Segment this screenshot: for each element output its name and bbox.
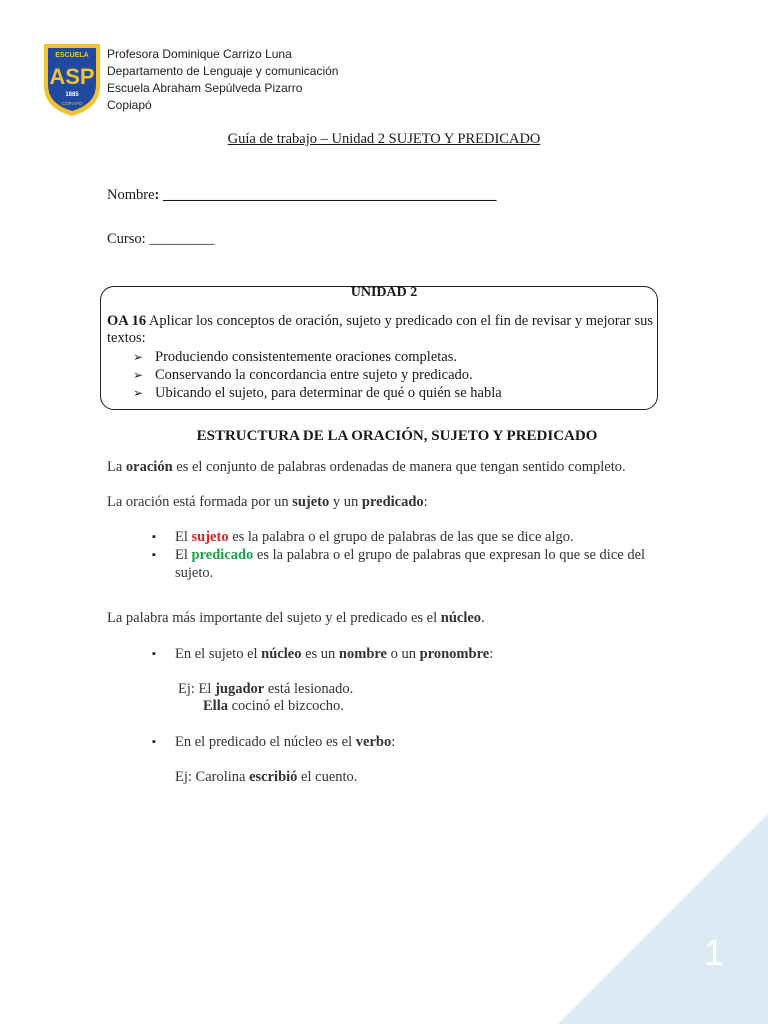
unit-title: UNIDAD 2 xyxy=(350,285,418,300)
list-item: ➢ Produciendo consistentemente oraciones completas. xyxy=(133,349,457,365)
name-blank[interactable]: : ______________________________________________ xyxy=(154,187,497,203)
intro-paragraph-1: La oración es el conjunto de palabras ordenadas de manera que tengan sentido completo. xyxy=(107,459,626,475)
teacher-name: Profesora Dominique Carrizo Luna xyxy=(107,47,292,61)
department: Departamento de Lenguaje y comunicación xyxy=(107,64,339,78)
arrow-bullet-icon: ➢ xyxy=(133,368,144,382)
name-field[interactable] xyxy=(107,187,496,204)
school-logo xyxy=(40,40,104,118)
bullet-icon: ▪ xyxy=(152,648,156,660)
example-1: Ej: El jugador está lesionado. xyxy=(178,681,354,697)
course-blank[interactable]: _________ xyxy=(145,231,215,247)
intro-paragraph-2: La oración está formada por un sujeto y un predicado: xyxy=(107,494,428,510)
nucleo-predicado-rule: En el predicado el núcleo es el verbo: xyxy=(175,734,396,750)
bullet-icon: ▪ xyxy=(152,736,156,748)
logo-bottom-text: COPIAPO xyxy=(61,101,83,106)
page-number: 1 xyxy=(704,932,725,973)
course-field[interactable] xyxy=(107,231,215,248)
example-3: Ej: Carolina escribió el cuento. xyxy=(175,769,358,785)
example-2: Ella cocinó el bizcocho. xyxy=(203,698,344,714)
header-block xyxy=(107,46,338,114)
section-title: ESTRUCTURA DE LA ORACIÓN, SUJETO Y PREDICADO xyxy=(196,428,598,444)
oa-text: Aplicar los conceptos de oración, sujeto y predicado con el fin de revisar y mejorar sus textos: xyxy=(107,313,654,346)
logo-year: 1885 xyxy=(65,92,79,98)
guide-title: Guía de trabajo – Unidad 2 SUJETO Y PREDICADO xyxy=(227,131,541,147)
oa-code: OA 16 xyxy=(107,313,147,329)
course-label: Curso: xyxy=(107,231,146,247)
nucleo-sujeto-rule: En el sujeto el núcleo es un nombre o un pronombre: xyxy=(175,646,494,662)
name-label: Nombre xyxy=(107,187,155,203)
list-item: ➢ Conservando la concordancia entre sujeto y predicado. xyxy=(133,367,473,383)
school-name: Escuela Abraham Sepúlveda Pizarro xyxy=(107,81,303,95)
list-item: ➢ Ubicando el sujeto, para determinar de qué o quién se habla xyxy=(133,385,502,401)
logo-letters: ASP xyxy=(49,64,95,89)
predicado-definition: El predicado es la palabra o el grupo de palabras que expresan lo que se dice del sujeto. xyxy=(175,547,646,581)
arrow-bullet-icon: ➢ xyxy=(133,386,144,400)
nucleo-paragraph: La palabra más importante del sujeto y el predicado es el núcleo. xyxy=(107,610,485,626)
city: Copiapó xyxy=(107,98,152,112)
sujeto-definition: El sujeto es la palabra o el grupo de palabras de las que se dice algo. xyxy=(175,529,574,545)
arrow-bullet-icon: ➢ xyxy=(133,350,144,364)
corner-triangle xyxy=(558,814,768,1024)
oa-description xyxy=(107,313,667,347)
bullet-icon: ▪ xyxy=(152,549,156,561)
objective-list xyxy=(133,348,502,402)
logo-top-text: ESCUELA xyxy=(55,52,89,59)
bullet-icon: ▪ xyxy=(152,531,156,543)
